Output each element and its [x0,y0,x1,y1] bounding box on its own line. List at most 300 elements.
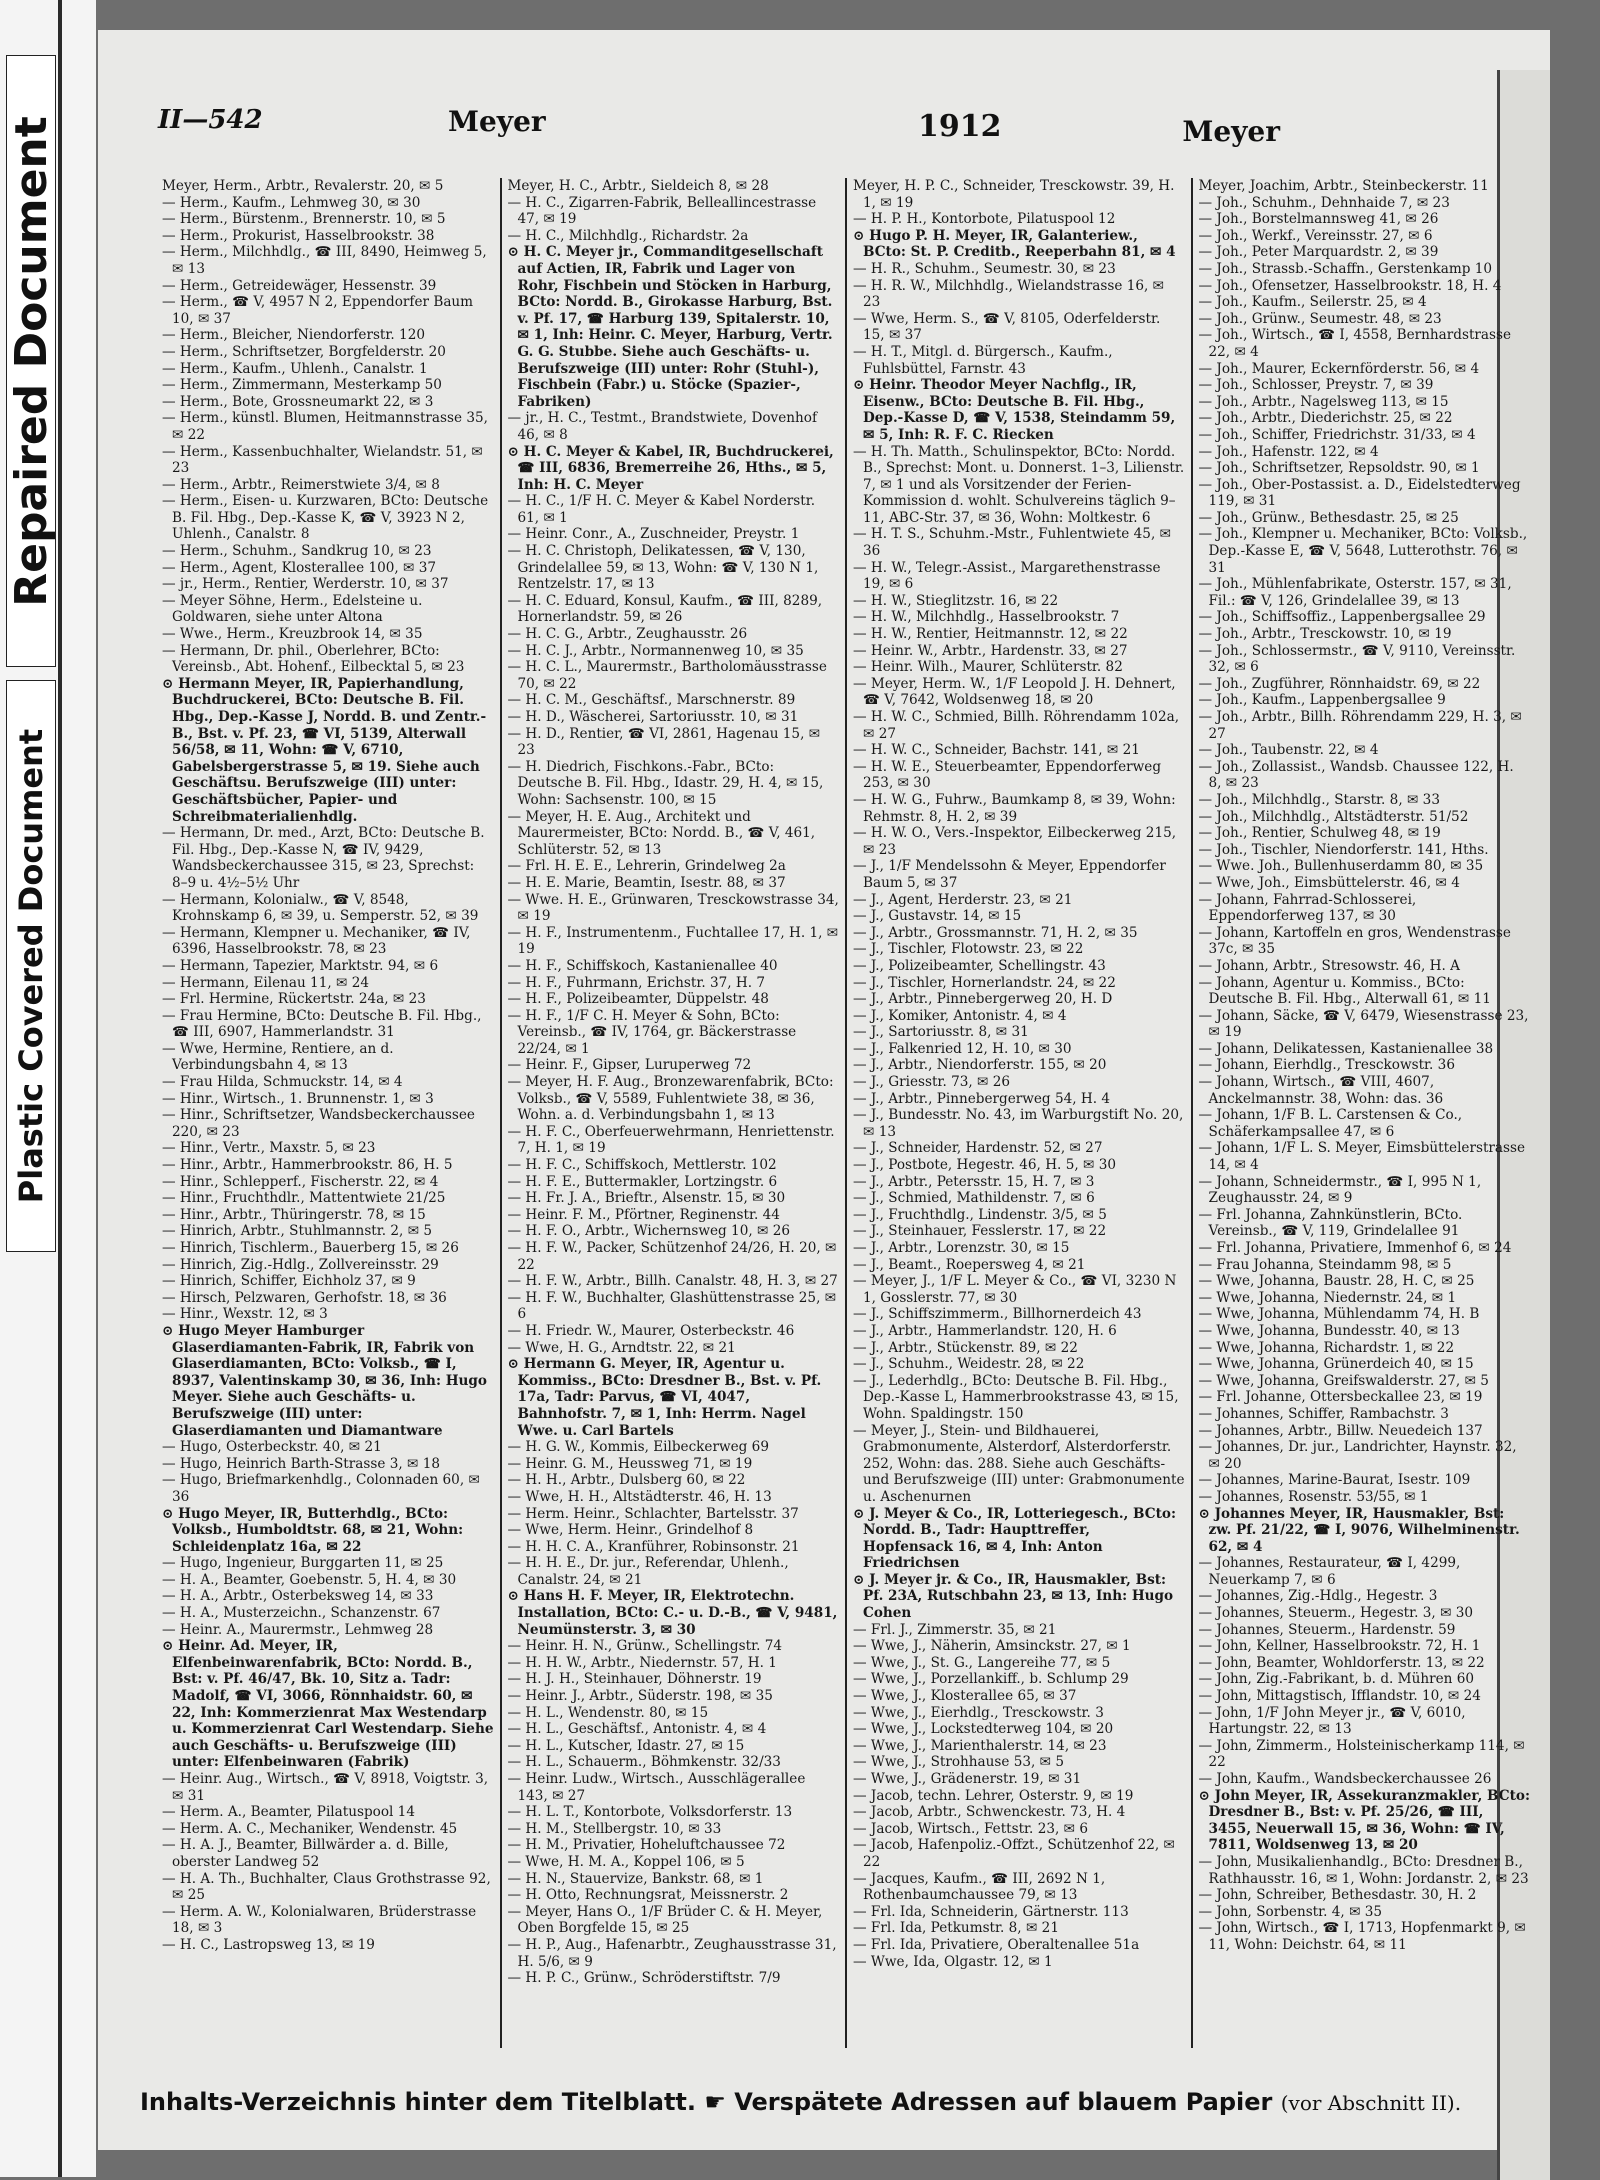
directory-entry: — Joh., Taubenstr. 22, ✉ 4 [1198,742,1379,759]
directory-entry: — H. Friedr. W., Maurer, Osterbeckstr. 46 [507,1322,795,1339]
directory-entry: — Joh., Tischler, Niendorferstr. 141, Hths. [1198,841,1489,858]
directory-entry: — Joh., Milchhdlg., Starstr. 8, ✉ 33 [1198,791,1440,808]
directory-entry: — J., Tischler, Hornerlandstr. 24, ✉ 22 [853,974,1116,991]
directory-entry: — H. D., Wäscherei, Sartoriusstr. 10, ✉ 31 [507,709,799,725]
directory-entry: — Frau Hermine, BCto: Deutsche B. Fil. Hbg., ☎ III, 6907, Hammerlandstr. 31 [162,1007,482,1041]
directory-entry: — H. A., Beamter, Goebenstr. 5, H. 4, ✉ 30 [162,1571,457,1588]
directory-entry: — Joh., Klempner u. Mechaniker, BCto: Volksb., Dep.-Kasse E, ☎ V, 5648, Lutterothstr. 76, ✉ 31 [1198,526,1528,576]
directory-entry: — Hinr., Schlepperf., Fischerstr. 22, ✉ 4 [162,1173,439,1190]
directory-entry: — Johannes, Steuerm., Hegestr. 3, ✉ 30 [1198,1605,1474,1622]
directory-entry: — Wwe, Johanna, Greifswalderstr. 27, ✉ 5 [1198,1372,1489,1389]
directory-entry: — J., Griesstr. 73, ✉ 26 [853,1074,1011,1091]
directory-entry: — Johann, Säcke, ☎ V, 6479, Wiesenstrasse 23, ✉ 19 [1198,1007,1529,1041]
directory-entry: — H. C. Christoph, Delikatessen, ☎ V, 130, Grindelallee 59, ✉ 13, Wohn: ☎ V, 130 N 1, Rentzelstr. 17, ✉ 13 [507,543,819,593]
directory-entry: — H. A., Arbtr., Osterbeksweg 14, ✉ 33 [162,1588,434,1605]
directory-entry: — H. F. E., Buttermakler, Lortzingstr. 6 [507,1173,778,1190]
directory-entry: — H. F., Instrumentenm., Fuchtallee 17, H. 1, ✉ 19 [507,924,839,958]
directory-entry: — Meyer, Hans O., 1/F Brüder C. & H. Meyer, Oben Borgfelde 15, ✉ 25 [507,1903,823,1937]
directory-entry: — Frl. Hermine, Rückertstr. 24a, ✉ 23 [162,991,426,1008]
directory-entry: — Wwe, Herm. S., ☎ V, 8105, Oderfelderstr. 15, ✉ 37 [853,310,1161,344]
directory-entry: — Meyer, J., Stein- und Bildhauerei, Grabmonumente, Alsterdorf, Alsterdorferstr. 252, Wohn: das. 288. Siehe auch Geschäfts- und Berufszweige (III) unter: Grabmonumente u. Aschenurnen [853,1422,1185,1505]
directory-entry: — John, Zimmerm., Holsteinischerkamp 114, ✉ 22 [1198,1737,1525,1771]
directory-entry: — Joh., Borstelmannsweg 41, ✉ 26 [1198,211,1439,228]
directory-entry: — Herm., Kassenbuchhalter, Wielandstr. 51, ✉ 23 [162,443,483,477]
directory-entry: — Hinr., Wirtsch., 1. Brunnenstr. 1, ✉ 3 [162,1090,434,1107]
directory-entry: — Herm., Bote, Grossneumarkt 22, ✉ 3 [162,393,434,410]
directory-entry: — Hinr., Wexstr. 12, ✉ 3 [162,1306,328,1323]
directory-entry: — Wwe, J., Lockstedterweg 104, ✉ 20 [853,1721,1114,1738]
directory-entry: — Hinr., Schriftsetzer, Wandsbeckerchaussee 220, ✉ 23 [162,1107,475,1140]
directory-entry: — H. W. C., Schmied, Billh. Röhrendamm 102a, ✉ 27 [853,709,1180,742]
directory-entry: — jr., Herm., Rentier, Werderstr. 10, ✉ 37 [162,576,449,593]
directory-entry: — H. R., Schuhm., Seumestr. 30, ✉ 23 [853,260,1116,277]
directory-entry: — Heinr. Aug., Wirtsch., ☎ V, 8918, Voigtstr. 3, ✉ 31 [162,1771,489,1804]
directory-entry: — Johannes, Dr. jur., Landrichter, Haynstr. 32, ✉ 20 [1198,1439,1517,1472]
directory-entry: — H. N., Stauervize, Bankstr. 68, ✉ 1 [507,1870,764,1887]
directory-columns [156,178,1536,2048]
directory-entry: — Wwe, J., Grädenerstr. 19, ✉ 31 [853,1771,1082,1787]
directory-entry: — H. Diedrich, Fischkons.-Fabr., BCto: Deutsche B. Fil. Hbg., Idastr. 29, H. 4, ✉ 15, Wohn: Sachsenstr. 100, ✉ 15 [507,758,824,808]
directory-entry: — H. C. J., Arbtr., Normannenweg 10, ✉ 35 [507,642,804,659]
directory-entry: — Herm., Arbtr., Reimerstwiete 3/4, ✉ 8 [162,476,440,493]
directory-entry: — Meyer, H. E. Aug., Architekt und Maurermeister, BCto: Nordd. B., ☎ V, 461, Schlüterstr. 52, ✉ 13 [507,808,816,858]
directory-entry: — H. L., Schauerm., Böhmkenstr. 32/33 [507,1754,781,1771]
directory-entry: — Heinr. A., Maurermstr., Lehmweg 28 [162,1621,434,1638]
directory-entry: — H. W. G., Fuhrw., Baumkamp 8, ✉ 39, Wohn: Rehmstr. 8, H. 2, ✉ 39 [853,791,1176,825]
directory-entry: — Wwe, J., Näherin, Amsinckstr. 27, ✉ 1 [853,1638,1131,1655]
directory-entry: — J., Schmied, Mathildenstr. 7, ✉ 6 [853,1190,1095,1207]
directory-entry: — John, 1/F John Meyer jr., ☎ V, 6010, Hartungstr. 22, ✉ 13 [1198,1704,1466,1738]
directory-entry: — Frau Hilda, Schmuckstr. 14, ✉ 4 [162,1074,403,1091]
directory-entry: — H. F., Fuhrmann, Erichstr. 37, H. 7 [507,974,766,991]
directory-entry: — John, Kaufm., Wandsbeckerchaussee 26 [1198,1771,1492,1787]
directory-entry: — Hugo, Osterbeckstr. 40, ✉ 21 [162,1439,382,1456]
directory-entry: — H. A., Musterzeichn., Schanzenstr. 67 [162,1605,441,1622]
directory-entry: — Joh., Kaufm., Seilerstr. 25, ✉ 4 [1198,294,1427,311]
directory-entry: — Joh., Milchhdlg., Altstädterstr. 51/52 [1198,808,1469,825]
directory-entry: — Herm., Kaufm., Uhlenh., Canalstr. 1 [162,360,428,377]
directory-entry: — Joh., Grünw., Seumestr. 48, ✉ 23 [1198,310,1442,327]
directory-entry: — J., Arbtr., Pinnebergerweg 54, H. 4 [853,1090,1111,1107]
directory-entry: — J., Komiker, Antonistr. 4, ✉ 4 [853,1007,1067,1024]
directory-entry: — Hermann, Kolonialw., ☎ V, 8548, Krohnskamp 6, ✉ 39, u. Semperstr. 52, ✉ 39 [162,891,479,925]
directory-entry: — Jacob, Hafenpoliz.-Offzt., Schützenhof 22, ✉ 22 [853,1837,1175,1870]
directory-entry: — H. A. Th., Buchhalter, Claus Grothstrasse 92, ✉ 25 [162,1870,491,1904]
directory-entry: — Frl. Ida, Schneiderin, Gärtnerstr. 113 [853,1903,1129,1920]
directory-entry: — J., Falkenried 12, H. 10, ✉ 30 [853,1040,1072,1057]
directory-entry: — H. H. C. A., Kranführer, Robinsonstr. 21 [507,1538,800,1555]
directory-entry: — Jacob, Arbtr., Schwenckestr. 73, H. 4 [853,1804,1126,1821]
directory-entry: — J., Gustavstr. 14, ✉ 15 [853,908,1022,925]
directory-entry: — Wwe, J., Marienthalerstr. 14, ✉ 23 [853,1737,1107,1754]
directory-entry: — H. W., Rentier, Heitmannstr. 12, ✉ 22 [853,626,1128,643]
directory-entry: — H. R. W., Milchhdlg., Wielandstrasse 16, ✉ 23 [853,277,1165,311]
directory-entry: — Wwe, Joh., Eimsbüttelerstr. 46, ✉ 4 [1198,874,1460,891]
directory-entry: — H. C. G., Arbtr., Zeughausstr. 26 [507,626,748,643]
directory-entry: — Heinr. F., Gipser, Luruperweg 72 [507,1057,752,1074]
directory-entry: — Wwe. Joh., Bullenhuserdamm 80, ✉ 35 [1198,858,1484,875]
directory-entry: — H. L. T., Kontorbote, Volksdorferstr. 13 [507,1804,793,1821]
directory-entry: — Frl. Johanne, Ottersbeckallee 23, ✉ 19 [1198,1389,1483,1406]
directory-entry: — Heinr. Ludw., Wirtsch., Ausschlägerallee 143, ✉ 27 [507,1771,806,1804]
directory-entry: — H. F. C., Oberfeuerwehrmann, Henriettenstr. 7, H. 1, ✉ 19 [507,1123,835,1157]
spine-edge-line [58,0,62,2177]
directory-entry: — Wwe, Johanna, Mühlendamm 74, H. B [1198,1306,1480,1323]
directory-entry: — Wwe., Herm., Kreuzbrook 14, ✉ 35 [162,626,423,643]
directory-entry: — John, Musikalienhandlg., BCto: Dresdner B., Rathhausstr. 16, ✉ 1, Wohn: Jordanstr. 2, ✉ 23 [1198,1853,1529,1887]
directory-entry: — H. F., Polizeibeamter, Düppelstr. 48 [507,991,769,1008]
directory-entry: — Meyer, J., 1/F L. Meyer & Co., ☎ VI, 3230 N 1, Gosslerstr. 77, ✉ 30 [853,1273,1177,1306]
directory-entry: — J., Polizeibeamter, Schellingstr. 43 [853,957,1106,974]
directory-entry: — H. C., Milchhdlg., Richardstr. 2a [507,227,749,244]
directory-entry: — Wwe, H. M. A., Koppel 106, ✉ 5 [507,1853,745,1870]
directory-entry: — Joh., Ober-Postassist. a. D., Eidelstedterweg 119, ✉ 31 [1198,476,1521,510]
header-left-name: Meyer [448,105,546,138]
directory-entry: ⊙ Heinr. Ad. Meyer, IR, Elfenbeinwarenfabrik, BCto: Nordd. B., Bst: v. Pf. 46/47, Bk. 10, Sitz a. Tadr: Madolf, ☎ VI, 3066, Rönnhaidstr. 60, ✉ 22, Inh: Kommerzienrat Max Westendarp u. Kommerzienrat Carl Westendarp. Siehe auch Geschäfts- u. Berufszweige (III) unter: Elfenbeinwaren (Fabrik) [162,1638,494,1771]
directory-entry: — H. H. E., Dr. jur., Referendar, Uhlenh., Canalstr. 24, ✉ 21 [507,1555,789,1588]
column-1 [156,178,502,2048]
directory-entry: — Heinr. G. M., Heussweg 71, ✉ 19 [507,1455,753,1472]
directory-entry: — J., Postbote, Hegestr. 46, H. 5, ✉ 30 [853,1157,1116,1174]
directory-entry: — Joh., Schiffer, Friedrichstr. 31/33, ✉ 4 [1198,426,1476,443]
directory-entry: — Frl. J., Zimmerstr. 35, ✉ 21 [853,1621,1057,1638]
directory-entry: — H. Fr. J. A., Brieftr., Alsenstr. 15, ✉ 30 [507,1190,786,1207]
directory-entry: — H. G. W., Kommis, Eilbeckerweg 69 [507,1439,769,1456]
directory-entry: — H. T., Mitgl. d. Bürgersch., Kaufm., Fuhlsbüttel, Farnstr. 43 [853,343,1113,377]
directory-entry: — H. H., Arbtr., Dulsberg 60, ✉ 22 [507,1472,746,1489]
header-right-name: Meyer [1182,115,1280,148]
directory-entry: — Hermann, Klempner u. Mechaniker, ☎ IV, 6396, Hasselbrookstr. 78, ✉ 23 [162,924,471,958]
directory-entry: — Heinr. H. N., Grünw., Schellingstr. 74 [507,1638,783,1655]
directory-entry: — J., Fruchthdlg., Lindenstr. 3/5, ✉ 5 [853,1206,1107,1223]
directory-entry: — H. H. W., Arbtr., Niedernstr. 57, H. 1 [507,1654,777,1671]
directory-entry: — H. J. H., Steinhauer, Döhnerstr. 19 [507,1671,762,1688]
directory-entry: — Wwe, J., Eierhdlg., Tresckowstr. 3 [853,1704,1104,1721]
pointing-hand-icon: ☛ [704,2088,726,2116]
directory-entry: — H. F., 1/F C. H. Meyer & Sohn, BCto: Vereinsb., ☎ IV, 1764, gr. Bäckerstrasse 22/24, ✉ 1 [507,1007,797,1057]
directory-entry: — J., Arbtr., Petersstr. 15, H. 7, ✉ 3 [853,1173,1095,1190]
directory-entry: — Heinr. Conr., A., Zuschneider, Preystr. 1 [507,526,800,543]
binding-spine [0,0,96,2177]
directory-entry: ⊙ J. Meyer & Co., IR, Lotteriegesch., BCto: Nordd. B., Tadr: Haupttreffer, Hopfensack 16, ✉ 4, Inh: Anton Friedrichsen [853,1505,1176,1572]
column-2 [502,178,848,2048]
directory-page [98,30,1550,2150]
directory-entry: — Wwe, J., Klosterallee 65, ✉ 37 [853,1688,1077,1705]
directory-entry: — Herm., Bürstenm., Brennerstr. 10, ✉ 5 [162,211,446,228]
directory-entry: — H. F. W., Arbtr., Billh. Canalstr. 48, H. 3, ✉ 27 [507,1273,838,1290]
directory-entry: — H. C. Eduard, Konsul, Kaufm., ☎ III, 8289, Hornerlandstr. 59, ✉ 26 [507,592,823,626]
directory-entry: ⊙ H. C. Meyer jr., Commanditgesellschaft auf Actien, IR, Fabrik und Lager von Rohr, Fischbein und Stöcken in Harburg, BCto: Nordd. B., Girokasse Harburg, Bst. v. Pf. 17, ☎ Harburg 139, Spitalerstr. 10, ✉ 1, Inh: Heinr. C. Meyer, Harburg, Vertr. G. G. Stubbe. Siehe auch Geschäfts- u. Berufszweige (III) unter: Rohr (Stuhl-), Fischbein (Fabr.) u. Stöcke (Spazier-, Fabriken) [507,244,833,410]
directory-entry: — Johannes, Marine-Baurat, Isestr. 109 [1198,1472,1471,1489]
directory-entry: — Herm. A. C., Mechaniker, Wendenstr. 45 [162,1820,458,1837]
directory-entry: — Meyer, Herm. W., 1/F Leopold J. H. Dehnert, ☎ V, 7642, Woldsenweg 18, ✉ 20 [853,675,1176,709]
directory-entry: — Joh., Zollassist., Wandsb. Chaussee 122, H. 8, ✉ 23 [1198,758,1514,792]
directory-entry: — Frl. Ida, Petkumstr. 8, ✉ 21 [853,1920,1059,1937]
directory-entry: — Hinr., Vertr., Maxstr. 5, ✉ 23 [162,1140,376,1157]
directory-entry: — J., Beamt., Roepersweg 4, ✉ 21 [853,1256,1086,1273]
directory-entry: Meyer, H. C., Arbtr., Sieldeich 8, ✉ 28 [507,178,769,194]
directory-entry: — Joh., Ofensetzer, Hasselbrookstr. 18, H. 4 [1198,277,1502,294]
directory-entry: — Herm., Bleicher, Niendorferstr. 120 [162,327,425,344]
directory-entry: — J., Schiffszimmerm., Billhornerdeich 43 [853,1306,1142,1323]
directory-entry: — H. M., Stellbergstr. 10, ✉ 33 [507,1820,722,1837]
footer-index-note: Inhalts-Verzeichnis hinter dem Titelblatt. [140,2088,697,2116]
directory-entry: — H. T. S., Schuhm.-Mstr., Fuhlentwiete 45, ✉ 36 [853,526,1171,560]
directory-entry: ⊙ Johannes Meyer, IR, Hausmakler, Bst: zw. Pf. 21/22, ☎ I, 9076, Wilhelminenstr. 62, ✉ 4 [1198,1505,1520,1555]
directory-entry: — J., Arbtr., Hammerlandstr. 120, H. 6 [853,1322,1117,1339]
directory-entry: — Joh., Arbtr., Billh. Röhrendamm 229, H. 3, ✉ 27 [1198,709,1522,742]
directory-entry: — Johannes, Steuerm., Hardenstr. 59 [1198,1621,1456,1638]
directory-entry: — Frau Johanna, Steindamm 98, ✉ 5 [1198,1256,1452,1273]
directory-entry: ⊙ H. C. Meyer & Kabel, IR, Buchdruckerei, ☎ III, 6836, Bremerreihe 26, Hths., ✉ 5, Inh: H. C. Meyer [507,443,834,493]
directory-entry: — Herm., Milchhdlg., ☎ III, 8490, Heimweg 5, ✉ 13 [162,244,487,277]
directory-entry: — J., Arbtr., Grossmannstr. 71, H. 2, ✉ 35 [853,924,1138,941]
directory-entry: — Joh., Schriftsetzer, Repsoldstr. 90, ✉ 1 [1198,460,1480,477]
directory-entry: — H. F. W., Packer, Schützenhof 24/26, H. 20, ✉ 22 [507,1240,837,1273]
directory-entry: — Joh., Maurer, Eckernförderstr. 56, ✉ 4 [1198,360,1480,377]
directory-entry: — Jacob, Wirtsch., Fettstr. 23, ✉ 6 [853,1820,1089,1837]
directory-entry: — Hugo, Briefmarkenhdlg., Colonnaden 60, ✉ 36 [162,1472,480,1505]
directory-entry: — Johann, Schneidermstr., ☎ I, 995 N 1, Zeughausstr. 24, ✉ 9 [1198,1173,1482,1207]
directory-entry: — Wwe, Johanna, Grünerdeich 40, ✉ 15 [1198,1356,1474,1373]
directory-entry: ⊙ John Meyer, IR, Assekuranzmakler, BCto: Dresdner B., Bst: v. Pf. 25/26, ☎ III, 3455, Neuerwall 15, ✉ 36, Wohn: ☎ IV, 7811, Woldsenweg 13, ✉ 20 [1198,1787,1530,1854]
directory-entry: — Johann, Fahrrad-Schlosserei, Eppendorferweg 137, ✉ 30 [1198,891,1417,925]
directory-entry: ⊙ Hugo Meyer Hamburger Glaserdiamanten-Fabrik, IR, Fabrik von Glaserdiamanten, BCto: Volksb., ☎ I, 8937, Valentinskamp 30, ✉ 36, Inh: Hugo Meyer. Siehe auch Geschäfts- u. Berufszweige (III) unter: Glaserdiamanten und Diamantware [162,1322,487,1439]
directory-entry: — Joh., Schlosser, Preystr. 7, ✉ 39 [1198,377,1434,394]
directory-entry: — J., Sartoriusstr. 8, ✉ 31 [853,1024,1029,1041]
column-4 [1193,178,1537,2048]
directory-entry: — H. C. M., Geschäftsf., Marschnerstr. 89 [507,692,796,709]
directory-entry: — Hugo, Heinrich Barth-Strasse 3, ✉ 18 [162,1455,440,1472]
directory-entry: — Herm., Prokurist, Hasselbrookstr. 38 [162,227,435,244]
directory-entry: — Joh., Schuhm., Dehnhaide 7, ✉ 23 [1198,194,1450,211]
directory-entry: — Hinr., Arbtr., Hammerbrookstr. 86, H. 5 [162,1157,453,1174]
directory-entry: — John, Kellner, Hasselbrookstr. 72, H. 1 [1198,1638,1481,1655]
directory-entry: — Heinr. F. M., Pförtner, Reginenstr. 44 [507,1206,780,1223]
directory-entry: — J., Schuhm., Weidestr. 28, ✉ 22 [853,1356,1085,1373]
directory-entry: ⊙ Hugo P. H. Meyer, IR, Galanteriew., BCto: St. P. Creditb., Reeperbahn 81, ✉ 4 [853,227,1176,261]
directory-entry: — Herm. A., Beamter, Pilatuspool 14 [162,1804,415,1821]
directory-entry: — J., Lederhdlg., BCto: Deutsche B. Fil. Hbg., Dep.-Kasse L, Hammerbrookstrasse 43, ✉ 15, Wohn. Spaldingstr. 150 [853,1372,1179,1422]
directory-entry: — Hinrich, Schiffer, Eichholz 37, ✉ 9 [162,1273,416,1290]
directory-entry: — H. W. E., Steuerbeamter, Eppendorferweg 253, ✉ 30 [853,758,1162,792]
directory-entry: — Meyer Söhne, Herm., Edelsteine u. Goldwaren, siehe unter Altona [162,592,423,626]
directory-entry: — Herm. Heinr., Schlachter, Bartelsstr. 37 [507,1505,799,1522]
directory-entry: — J., Steinhauer, Fesslerstr. 17, ✉ 22 [853,1223,1107,1240]
directory-entry: — Johann, Wirtsch., ☎ VIII, 4607, Anckelmannstr. 38, Wohn: das. 36 [1198,1074,1444,1107]
directory-entry: — Wwe, Johanna, Niedernstr. 24, ✉ 1 [1198,1289,1457,1306]
directory-entry: — Wwe, Johanna, Baustr. 28, H. C, ✉ 25 [1198,1273,1475,1290]
directory-entry: — John, Sorbenstr. 4, ✉ 35 [1198,1903,1383,1920]
page-footer [140,2088,1461,2116]
directory-entry: — H. W., Milchhdlg., Hasselbrookstr. 7 [853,609,1120,626]
directory-entry: — Herm., Schuhm., Sandkrug 10, ✉ 23 [162,543,432,560]
directory-entry: — Joh., Arbtr., Nagelsweg 113, ✉ 15 [1198,393,1449,410]
directory-entry: — Johann, Eierhdlg., Tresckowstr. 36 [1198,1057,1455,1074]
directory-entry: — H. W., Stieglitzstr. 16, ✉ 22 [853,592,1059,609]
directory-entry: — Joh., Hafenstr. 122, ✉ 4 [1198,443,1379,460]
directory-entry: — Hinrich, Zig.-Hdlg., Zollvereinsstr. 29 [162,1256,439,1273]
directory-entry: — H. D., Rentier, ☎ VI, 2861, Hagenau 15, ✉ 23 [507,725,821,759]
directory-entry: — Hugo, Ingenieur, Burggarten 11, ✉ 25 [162,1555,444,1572]
column-3 [847,178,1193,2048]
directory-entry: — H. W. O., Vers.-Inspektor, Eilbeckerweg 215, ✉ 23 [853,825,1177,858]
directory-entry: ⊙ Hugo Meyer, IR, Butterhdlg., BCto: Volksb., Humboldtstr. 68, ✉ 21, Wohn: Schleidenplatz 16a, ✉ 22 [162,1505,464,1555]
directory-entry: — Wwe, H. G., Arndtstr. 22, ✉ 21 [507,1339,736,1356]
directory-entry: — H. A. J., Beamter, Billwärder a. d. Bille, oberster Landweg 52 [162,1837,449,1870]
repaired-document-label [6,55,56,667]
directory-entry: — Johann, Arbtr., Stresowstr. 46, H. A [1198,957,1460,974]
directory-entry: — Joh., Wirtsch., ☎ I, 4558, Bernhardstrasse 22, ✉ 4 [1198,327,1512,360]
directory-entry: — Joh., Zugführer, Rönnhaidstr. 69, ✉ 22 [1198,675,1481,692]
directory-entry: — H. M., Privatier, Hoheluftchaussee 72 [507,1837,786,1854]
directory-entry: — John, Mittagstisch, Ifflandstr. 10, ✉ 24 [1198,1688,1481,1705]
directory-entry: — Hermann, Tapezier, Marktstr. 94, ✉ 6 [162,957,439,974]
directory-entry: — Herm., Zimmermann, Mesterkamp 50 [162,377,442,394]
directory-entry: — Hinr., Arbtr., Thüringerstr. 78, ✉ 15 [162,1206,426,1223]
directory-entry: — Joh., Arbtr., Tresckowstr. 10, ✉ 19 [1198,626,1452,643]
directory-entry: — Joh., Peter Marquardstr. 2, ✉ 39 [1198,244,1439,261]
directory-entry: — Wwe, Johanna, Richardstr. 1, ✉ 22 [1198,1339,1455,1356]
directory-entry: — J., Tischler, Flotowstr. 23, ✉ 22 [853,941,1084,958]
directory-entry: — Jacob, techn. Lehrer, Osterstr. 9, ✉ 19 [853,1787,1134,1804]
directory-entry: — Johannes, Arbtr., Billw. Neuedeich 137 [1198,1422,1483,1439]
directory-entry: — Frl. Johanna, Zahnkünstlerin, BCto. Vereinsb., ☎ V, 119, Grindelallee 91 [1198,1206,1463,1240]
footer-late-addresses: Verspätete Adressen auf blauem Papier [734,2088,1273,2116]
directory-entry: — H. P. C., Grünw., Schröderstiftstr. 7/9 [507,1970,781,1987]
directory-entry: — Herm., Schriftsetzer, Borgfelderstr. 20 [162,343,446,360]
directory-entry: — Joh., Grünw., Bethesdastr. 25, ✉ 25 [1198,509,1459,526]
page-number: II—542 [158,105,263,135]
directory-entry: — Wwe, H. H., Altstädterstr. 46, H. 13 [507,1488,772,1505]
directory-entry: — Wwe, J., Strohhause 53, ✉ 5 [853,1754,1065,1771]
directory-entry: — H. F. C., Schiffskoch, Mettlerstr. 102 [507,1157,777,1174]
directory-entry: — Johannes, Rosenstr. 53/55, ✉ 1 [1198,1488,1429,1505]
directory-entry: — H. E. Marie, Beamtin, Isestr. 88, ✉ 37 [507,874,786,891]
directory-entry: — Herm., Kaufm., Lehmweg 30, ✉ 30 [162,194,421,211]
directory-entry: — Herm., künstl. Blumen, Heitmannstrasse 35, ✉ 22 [162,410,488,443]
directory-entry: — John, Wirtsch., ☎ I, 1713, Hopfenmarkt 9, ✉ 11, Wohn: Deichstr. 64, ✉ 11 [1198,1920,1526,1953]
directory-entry: — Herm., ☎ V, 4957 N 2, Eppendorfer Baum 10, ✉ 37 [162,294,474,327]
directory-entry: — Johann, Kartoffeln en gros, Wendenstrasse 37c, ✉ 35 [1198,924,1511,958]
directory-entry: — Hinrich, Tischlerm., Bauerberg 15, ✉ 26 [162,1240,459,1256]
directory-entry: — Herm., Eisen- u. Kurzwaren, BCto: Deutsche B. Fil. Hbg., Dep.-Kasse K, ☎ V, 3923 N 2, Uhlenh., Canalstr. 8 [162,493,489,543]
directory-entry: — J., 1/F Mendelssohn & Meyer, Eppendorfer Baum 5, ✉ 37 [853,858,1166,891]
directory-entry: — H. C., Zigarren-Fabrik, Belleallincestrasse 47, ✉ 19 [507,194,817,228]
directory-entry: — Joh., Arbtr., Diederichstr. 25, ✉ 22 [1198,410,1453,427]
directory-entry: — H. F. O., Arbtr., Wichernsweg 10, ✉ 26 [507,1223,790,1240]
directory-entry: — Hirsch, Pelzwaren, Gerhofstr. 18, ✉ 36 [162,1289,447,1306]
directory-entry: — J., Agent, Herderstr. 23, ✉ 21 [853,891,1073,908]
directory-entry: — Joh., Kaufm., Lappenbergsallee 9 [1198,692,1446,709]
directory-entry: — Heinr. J., Arbtr., Süderstr. 198, ✉ 35 [507,1688,773,1705]
directory-entry: — Herm. A. W., Kolonialwaren, Brüderstrasse 18, ✉ 3 [162,1903,477,1937]
directory-entry: — Heinr. W., Arbtr., Hardenstr. 33, ✉ 27 [853,642,1128,659]
directory-entry: — Hermann, Dr. med., Arzt, BCto: Deutsche B. Fil. Hbg., Dep.-Kasse N, ☎ IV, 9429, Wandsbeckerchaussee 315, ✉ 23, Sprechst: 8–9 u. 4½–5½ Uhr [162,825,485,891]
directory-entry: — J., Arbtr., Niendorferstr. 155, ✉ 20 [853,1057,1107,1074]
directory-entry: — Wwe, Hermine, Rentiere, an d. Verbindungsbahn 4, ✉ 13 [162,1040,394,1074]
directory-entry: Meyer, Joachim, Arbtr., Steinbeckerstr. 11 [1198,178,1489,194]
directory-entry: — H. C., Lastropsweg 13, ✉ 19 [162,1936,375,1953]
directory-entry: — J., Bundesstr. No. 43, im Warburgstift No. 20, ✉ 13 [853,1107,1184,1140]
directory-entry: — H. Th. Matth., Schulinspektor, BCto: Nordd. B., Sprechst: Mont. u. Donnerst. 1–3, Lilienstr. 7, ✉ 1 und als Vorsitzender der Ferien-Kommission d. wohlt. Schulvereins täglich 9–11, ABC-Str. 37, ✉ 36, Wohn: Moltkestr. 6 [853,443,1185,526]
plastic-covered-label [6,680,56,1252]
directory-entry: ⊙ Hermann G. Meyer, IR, Agentur u. Kommiss., BCto: Dresdner B., Bst. v. Pf. 17a, Tadr: Parvus, ☎ VI, 4047, Bahnhofstr. 7, ✉ 1, Inh: Herrm. Nagel Wwe. u. Carl Bartels [507,1356,822,1439]
directory-entry: — J., Arbtr., Stückenstr. 89, ✉ 22 [853,1339,1078,1356]
directory-entry: — Herm., Getreidewäger, Hessenstr. 39 [162,277,437,294]
directory-entry: — Joh., Schiffsoffiz., Lappenbergsallee 29 [1198,609,1486,626]
directory-entry: — Frl. Johanna, Privatiere, Immenhof 6, ✉ 24 [1198,1240,1512,1256]
directory-entry: — Meyer, H. F. Aug., Bronzewarenfabrik, BCto: Volksb., ☎ V, 5589, Fuhlentwiete 38, ✉ 36, Wohn. a. d. Verbindungsbahn 1, ✉ 13 [507,1074,834,1124]
directory-entry: — H. P., Aug., Hafenarbtr., Zeughausstrasse 31, H. 5/6, ✉ 9 [507,1936,837,1970]
directory-entry: — jr., H. C., Testmt., Brandstwiete, Dovenhof 46, ✉ 8 [507,410,817,443]
directory-entry: — Johann, 1/F L. S. Meyer, Eimsbüttelerstrasse 14, ✉ 4 [1198,1140,1526,1174]
directory-entry: — Johann, 1/F B. L. Carstensen & Co., Schäferkampsallee 47, ✉ 6 [1198,1107,1463,1140]
directory-entry: — Wwe, Herm. Heinr., Grindelhof 8 [507,1522,754,1539]
directory-entry: — H. W. C., Schneider, Bachstr. 141, ✉ 21 [853,742,1140,759]
directory-entry: — H. P. H., Kontorbote, Pilatuspool 12 [853,211,1116,228]
directory-entry: — Wwe, Johanna, Bundesstr. 40, ✉ 13 [1198,1322,1460,1339]
plastic-covered-text: Plastic Covered Document [12,728,51,1204]
directory-entry: — Johannes, Zig.-Hdlg., Hegestr. 3 [1198,1588,1438,1605]
directory-entry: Meyer, H. P. C., Schneider, Tresckowstr. 39, H. 1, ✉ 19 [853,178,1175,211]
directory-entry: — J., Arbtr., Lorenzstr. 30, ✉ 15 [853,1240,1070,1256]
directory-entry: — Joh., Mühlenfabrikate, Osterstr. 157, ✉ 31, Fil.: ☎ V, 126, Grindelallee 39, ✉ 13 [1198,576,1512,609]
directory-entry: — H. Otto, Rechnungsrat, Meissnerstr. 2 [507,1887,789,1904]
directory-entry: — Johannes, Schiffer, Rambachstr. 3 [1198,1405,1449,1422]
directory-entry: — Johann, Delikatessen, Kastanienallee 38 [1198,1040,1494,1057]
directory-entry: — Joh., Rentier, Schulweg 48, ✉ 19 [1198,825,1441,842]
directory-entry: — J., Schneider, Hardenstr. 52, ✉ 27 [853,1140,1103,1157]
directory-entry: — H. F. W., Buchhalter, Glashüttenstrasse 25, ✉ 6 [507,1289,837,1323]
directory-entry: — Wwe, J., Porzellankiff., b. Schlump 29 [853,1671,1129,1688]
page-header [158,105,1510,155]
directory-entry: — Johann, Agentur u. Kommiss., BCto: Deutsche B. Fil. Hbg., Alterwall 61, ✉ 11 [1198,974,1491,1008]
directory-entry: — Joh., Strassb.-Schaffn., Gerstenkamp 10 [1198,260,1493,277]
directory-entry: — Hinr., Fruchthdlr., Mattentwiete 21/25 [162,1190,446,1207]
directory-entry: — Joh., Werkf., Vereinsstr. 27, ✉ 6 [1198,227,1433,244]
directory-entry: — H. L., Wendenstr. 80, ✉ 15 [507,1704,709,1721]
directory-entry: — Joh., Schlossermstr., ☎ V, 9110, Vereinsstr. 32, ✉ 6 [1198,642,1516,676]
directory-entry: — Hinrich, Arbtr., Stuhlmannstr. 2, ✉ 5 [162,1223,433,1240]
directory-entry: — H. W., Telegr.-Assist., Margarethenstrasse 19, ✉ 6 [853,559,1161,593]
directory-entry: — John, Beamter, Wohldorferstr. 13, ✉ 22 [1198,1654,1485,1671]
directory-entry: ⊙ J. Meyer jr. & Co., IR, Hausmakler, Bst: Pf. 23A, Rutschbahn 23, ✉ 13, Inh: Hugo Cohen [853,1571,1174,1622]
directory-entry: — Hermann, Eilenau 11, ✉ 24 [162,974,370,991]
directory-entry: — Herm., Agent, Klosterallee 100, ✉ 37 [162,559,437,576]
directory-entry: — Frl. Ida, Privatiere, Oberaltenallee 51a [853,1936,1140,1953]
directory-entry: — H. C. L., Maurermstr., Bartholomäusstrasse 70, ✉ 22 [507,659,827,692]
directory-entry: — Jacques, Kaufm., ☎ III, 2692 N 1, Rothenbaumchaussee 79, ✉ 13 [853,1870,1106,1904]
directory-entry: — H. F., Schiffskoch, Kastanienallee 40 [507,957,778,974]
header-year: 1912 [918,109,1002,144]
directory-entry: — John, Zig.-Fabrikant, b. d. Mühren 60 [1198,1671,1475,1688]
directory-entry: — Wwe, J., St. G., Langereihe 77, ✉ 5 [853,1654,1111,1671]
directory-entry: — H. L., Geschäftsf., Antonistr. 4, ✉ 4 [507,1721,767,1738]
repaired-document-text: Repaired Document [5,115,57,607]
directory-entry: — Wwe, Ida, Olgastr. 12, ✉ 1 [853,1953,1053,1970]
directory-entry: ⊙ Hermann Meyer, IR, Papierhandlung, Buchdruckerei, BCto: Deutsche B. Fil. Hbg., Dep.-Kasse J, Nordd. B. und Zentr.-B., Bst. v. Pf. 23, ☎ VI, 5139, Alterwall 56/58, ✉ 11, Wohn: ☎ V, 6710, Gabelsbergerstrasse 5, ✉ 19. Siehe auch Geschäftsu. Berufszweige (III) unter: Geschäftsbücher, Papier- und Schreibmaterialienhdlg. [162,675,487,825]
directory-entry: — Heinr. Wilh., Maurer, Schlüterstr. 82 [853,659,1123,676]
directory-entry: — H. C., 1/F H. C. Meyer & Kabel Norderstr. 61, ✉ 1 [507,493,816,526]
directory-entry: ⊙ Heinr. Theodor Meyer Nachflg., IR, Eisenw., BCto: Deutsche B. Fil. Hbg., Dep.-Kasse D, ☎ V, 1538, Steindamm 59, ✉ 5, Inh: R. F. C. Riecken [853,377,1176,443]
directory-entry: — H. L., Kutscher, Idastr. 27, ✉ 15 [507,1737,745,1754]
directory-entry: — J., Arbtr., Pinnebergerweg 20, H. D [853,991,1113,1008]
directory-entry: — John, Schreiber, Bethesdastr. 30, H. 2 [1198,1887,1477,1904]
directory-entry: Meyer, Herm., Arbtr., Revalerstr. 20, ✉ 5 [162,178,444,194]
directory-entry: — Johannes, Restaurateur, ☎ I, 4299, Neuerkamp 7, ✉ 6 [1198,1555,1461,1588]
directory-entry: ⊙ Hans H. F. Meyer, IR, Elektrotechn. Installation, BCto: C.- u. D.-B., ☎ V, 9481, Neumünsterstr. 3, ✉ 30 [507,1588,838,1638]
